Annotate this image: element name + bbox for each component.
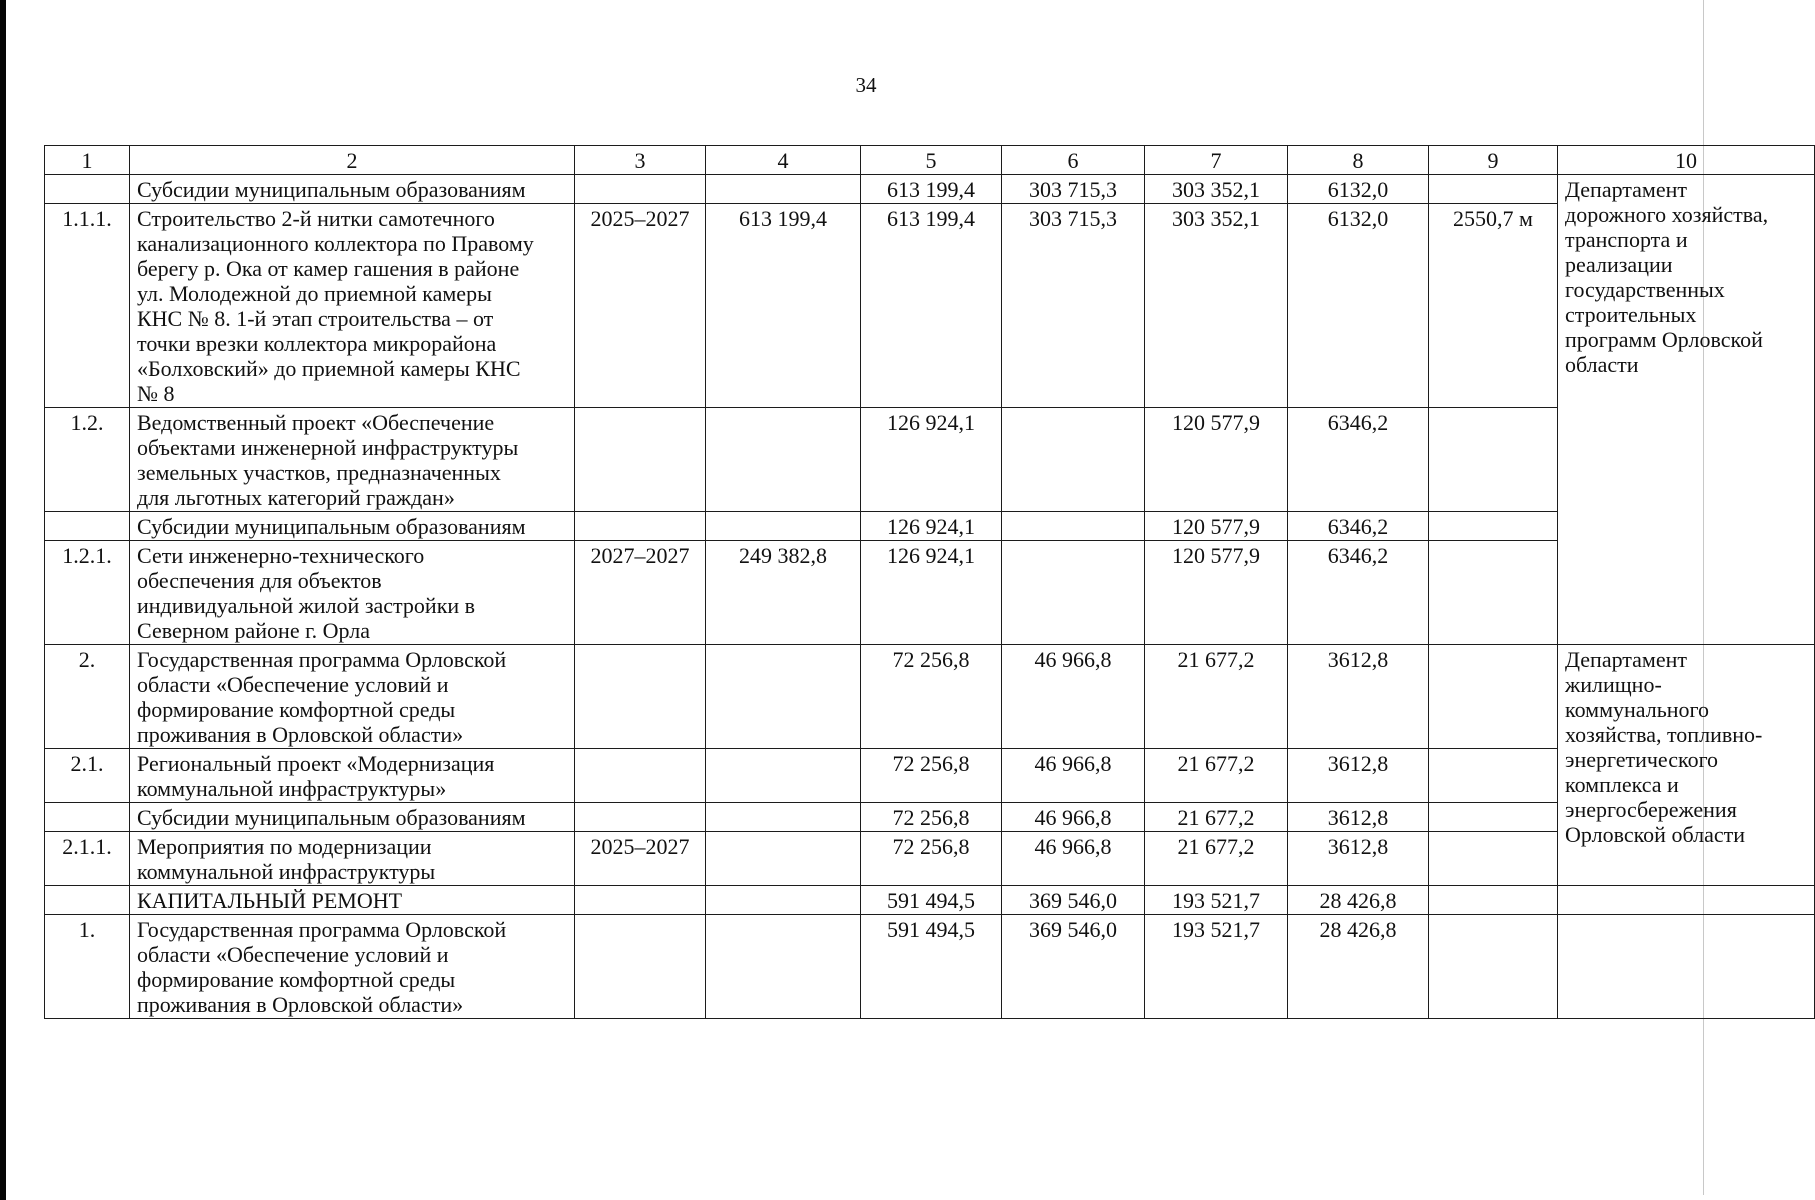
col5-value: 126 924,1 (861, 408, 1002, 512)
item-name: Субсидии муниципальным образованиям (130, 803, 575, 832)
col6-value: 46 966,8 (1002, 803, 1145, 832)
col6-value (1002, 408, 1145, 512)
period (575, 512, 706, 541)
item-name: Ведомственный проект «Обеспечение объектами инженерной инфраструктуры земельных участков, предназначенных для льготных категорий граждан» (130, 408, 575, 512)
period (575, 408, 706, 512)
row-number: 1.1.1. (45, 204, 130, 408)
item-name: Региональный проект «Модернизация коммунальной инфраструктуры» (130, 749, 575, 803)
table-row (45, 803, 1815, 832)
table-row (45, 408, 1815, 512)
col8-value: 28 426,8 (1288, 915, 1429, 1019)
col4-value (706, 645, 861, 749)
period (575, 749, 706, 803)
col8-value: 3612,8 (1288, 645, 1429, 749)
item-name: Субсидии муниципальным образованиям (130, 175, 575, 204)
period: 2027–2027 (575, 541, 706, 645)
row-number: 2. (45, 645, 130, 749)
row-number: 1.2. (45, 408, 130, 512)
col8-value: 3612,8 (1288, 803, 1429, 832)
table-row (45, 645, 1815, 749)
col4-value (706, 408, 861, 512)
item-name: Государственная программа Орловской области «Обеспечение условий и формирование комфортной среды проживания в Орловской области» (130, 915, 575, 1019)
col7-value: 303 352,1 (1145, 204, 1288, 408)
item-name: Государственная программа Орловской области «Обеспечение условий и формирование комфортной среды проживания в Орловской области» (130, 645, 575, 749)
table-row (45, 541, 1815, 645)
col8-value: 6346,2 (1288, 541, 1429, 645)
page-number: 34 (855, 73, 877, 97)
table-row (45, 175, 1815, 204)
table-row (45, 749, 1815, 803)
table-row (45, 832, 1815, 886)
col6-value: 303 715,3 (1002, 204, 1145, 408)
col9-value (1429, 408, 1558, 512)
col9-value (1429, 886, 1558, 915)
col9-value (1429, 803, 1558, 832)
col4-value (706, 175, 861, 204)
col9-value (1429, 512, 1558, 541)
col6-value (1002, 512, 1145, 541)
col8-value: 6346,2 (1288, 408, 1429, 512)
col4-value: 613 199,4 (706, 204, 861, 408)
period (575, 645, 706, 749)
col7-value: 120 577,9 (1145, 512, 1288, 541)
header-row (45, 146, 1815, 175)
col7-value: 193 521,7 (1145, 915, 1288, 1019)
col7-value: 21 677,2 (1145, 832, 1288, 886)
row-number (45, 886, 130, 915)
col7-value: 303 352,1 (1145, 175, 1288, 204)
col4-value (706, 832, 861, 886)
row-number (45, 803, 130, 832)
row-number: 2.1. (45, 749, 130, 803)
col9-value (1429, 175, 1558, 204)
col8-value: 6132,0 (1288, 204, 1429, 408)
item-name: Субсидии муниципальным образованиям (130, 512, 575, 541)
col5-value: 72 256,8 (861, 832, 1002, 886)
row-number (45, 175, 130, 204)
col6-value: 46 966,8 (1002, 645, 1145, 749)
col7-value: 193 521,7 (1145, 886, 1288, 915)
col8-value: 6346,2 (1288, 512, 1429, 541)
scan-edge-shadow (0, 0, 6, 1200)
period (575, 803, 706, 832)
col5-value: 591 494,5 (861, 915, 1002, 1019)
period (575, 915, 706, 1019)
col5-value: 126 924,1 (861, 512, 1002, 541)
column-number-header: 4 (706, 146, 861, 175)
column-number-header: 8 (1288, 146, 1429, 175)
col7-value: 21 677,2 (1145, 749, 1288, 803)
table-row (45, 512, 1815, 541)
col4-value (706, 915, 861, 1019)
col4-value (706, 886, 861, 915)
col8-value: 28 426,8 (1288, 886, 1429, 915)
col5-value: 613 199,4 (861, 175, 1002, 204)
section-title: КАПИТАЛЬНЫЙ РЕМОНТ (130, 886, 575, 915)
col6-value (1002, 541, 1145, 645)
column-number-header: 1 (45, 146, 130, 175)
col7-value: 120 577,9 (1145, 408, 1288, 512)
col9-value: 2550,7 м (1429, 204, 1558, 408)
col5-value: 613 199,4 (861, 204, 1002, 408)
column-number-header: 10 (1558, 146, 1815, 175)
col8-value: 3612,8 (1288, 832, 1429, 886)
col5-value: 72 256,8 (861, 749, 1002, 803)
column-number-header: 3 (575, 146, 706, 175)
table-row (45, 886, 1815, 915)
department (1558, 915, 1815, 1019)
col6-value: 303 715,3 (1002, 175, 1145, 204)
column-number-header: 7 (1145, 146, 1288, 175)
column-number-header: 5 (861, 146, 1002, 175)
col7-value: 120 577,9 (1145, 541, 1288, 645)
column-number-header: 6 (1002, 146, 1145, 175)
column-number-header: 9 (1429, 146, 1558, 175)
department: Департамент дорожного хозяйства, транспорта и реализации государственных строительных программ Орловской области (1558, 175, 1815, 645)
period (575, 886, 706, 915)
col6-value: 46 966,8 (1002, 749, 1145, 803)
col6-value: 369 546,0 (1002, 886, 1145, 915)
row-number: 1.2.1. (45, 541, 130, 645)
department (1558, 886, 1815, 915)
col6-value: 369 546,0 (1002, 915, 1145, 1019)
period: 2025–2027 (575, 204, 706, 408)
col5-value: 591 494,5 (861, 886, 1002, 915)
item-name: Сети инженерно-технического обеспечения для объектов индивидуальной жилой застройки в Северном районе г. Орла (130, 541, 575, 645)
row-number (45, 512, 130, 541)
col4-value: 249 382,8 (706, 541, 861, 645)
department: Департамент жилищно- коммунального хозяйства, топливно- энергетического комплекса и энергосбережения Орловской области (1558, 645, 1815, 886)
col4-value (706, 803, 861, 832)
col6-value: 46 966,8 (1002, 832, 1145, 886)
row-number: 1. (45, 915, 130, 1019)
col8-value: 3612,8 (1288, 749, 1429, 803)
col5-value: 72 256,8 (861, 645, 1002, 749)
row-number: 2.1.1. (45, 832, 130, 886)
table-row (45, 204, 1815, 408)
program-table (44, 145, 1815, 1019)
col8-value: 6132,0 (1288, 175, 1429, 204)
col9-value (1429, 749, 1558, 803)
col5-value: 72 256,8 (861, 803, 1002, 832)
col9-value (1429, 541, 1558, 645)
col5-value: 126 924,1 (861, 541, 1002, 645)
table-row (45, 915, 1815, 1019)
col9-value (1429, 915, 1558, 1019)
item-name: Мероприятия по модернизации коммунальной инфраструктуры (130, 832, 575, 886)
period: 2025–2027 (575, 832, 706, 886)
col7-value: 21 677,2 (1145, 645, 1288, 749)
col7-value: 21 677,2 (1145, 803, 1288, 832)
column-number-header: 2 (130, 146, 575, 175)
item-name: Строительство 2-й нитки самотечного канализационного коллектора по Правому берегу р. Ока от камер гашения в районе ул. Молодежной до приемной камеры КНС № 8. 1-й этап строительства – от точки врезки коллектора микрорайона «Болховский» до приемной камеры КНС № 8 (130, 204, 575, 408)
col9-value (1429, 645, 1558, 749)
col4-value (706, 512, 861, 541)
period (575, 175, 706, 204)
col9-value (1429, 832, 1558, 886)
col4-value (706, 749, 861, 803)
